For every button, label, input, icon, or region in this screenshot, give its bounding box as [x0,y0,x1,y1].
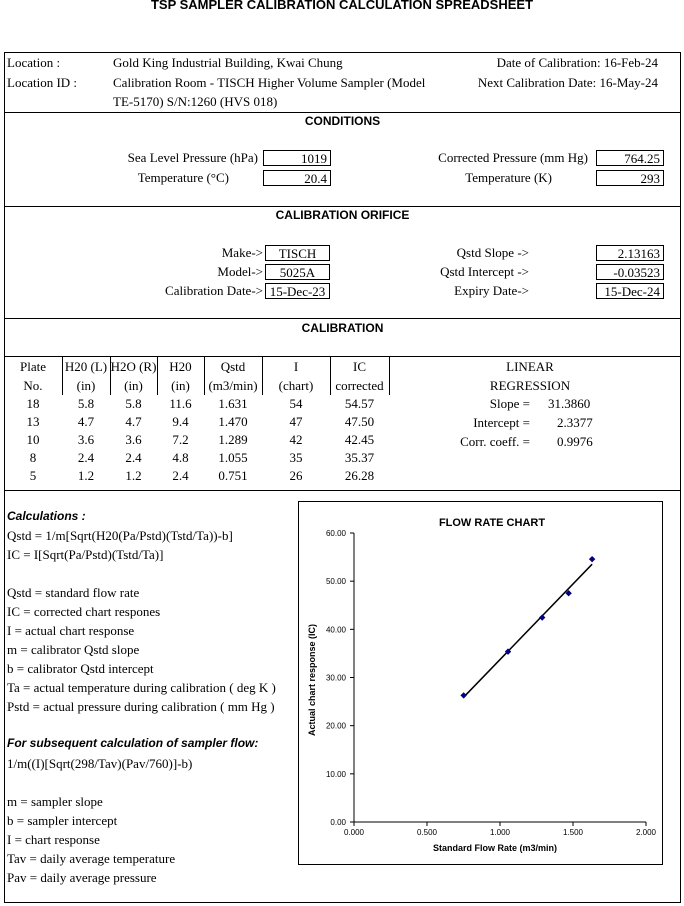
calibration-orifice-heading: CALIBRATION ORIFICE [275,208,410,222]
page-title: TSP SAMPLER CALIBRATION CALCULATION SPREADSHEET [150,0,534,12]
table-cell: 10 [26,432,40,447]
def-ic: IC = corrected chart respones [7,604,161,619]
def-pstd: Pstd = actual pressure during calibration ( mm Hg ) [7,699,275,714]
table-column [62,357,110,485]
table-cell: 1.2 [77,468,95,483]
table-cell: 54.57 [344,396,375,411]
location-label: Location : [7,55,61,70]
subsequent-heading: For subsequent calculation of sampler flow: [7,736,259,750]
def-sampler-intercept: b = sampler intercept [7,813,118,828]
model-value: 5025A [265,264,330,280]
table-cell: 35 [289,450,303,465]
table-cell: 42.45 [344,432,375,447]
table-cell: 4.8 [172,450,189,465]
regression-intercept-label: Intercept = [473,415,530,430]
next-calibration-date-value: 16-May-24 [599,75,658,90]
table-cell: 5.8 [125,396,142,411]
table-cell: 1.289 [218,432,248,447]
sea-level-pressure-value: 1019 [263,150,331,166]
column-unit: (chart) [278,378,314,393]
table-cell: 0.751 [218,468,248,483]
chart-x-tick-label: 1.000 [489,828,511,837]
table-cell: 4.7 [125,414,142,429]
model-label: Model-> [217,264,263,279]
expiry-date-label: Expiry Date-> [454,283,529,298]
chart-y-tick-label: 60.00 [325,529,346,538]
qstd-slope-label: Qstd Slope -> [456,245,529,260]
temperature-k-label: Temperature (K) [465,170,552,185]
def-i: I = actual chart response [7,623,135,638]
make-value: TISCH [265,245,330,261]
column-header: H20 (L) [64,359,108,374]
orifice-calibration-date-value: 15-Dec-23 [265,283,330,299]
table-cell: 13 [26,414,40,429]
def-tav: Tav = daily average temperature [7,851,176,866]
def-m: m = calibrator Qstd slope [7,642,140,657]
conditions-heading: CONDITIONS [304,114,381,128]
orifice-calibration-date-label: Calibration Date-> [165,283,263,298]
chart-data-point [539,614,545,620]
def-pav: Pav = daily average pressure [7,870,157,885]
def-chart-response: I = chart response [7,832,100,847]
def-sampler-slope: m = sampler slope [7,794,103,809]
qstd-slope-value: 2.13163 [596,245,664,261]
table-cell: 8 [29,450,37,465]
chart-y-tick-label: 0.00 [330,818,346,827]
column-header: I [293,359,299,374]
sea-level-pressure-label: Sea Level Pressure (hPa) [127,150,258,165]
def-b: b = calibrator Qstd intercept [7,661,154,676]
def-qstd: Qstd = standard flow rate [7,585,140,600]
chart-trendline [464,564,592,697]
regression-corr-label: Corr. coeff. = [460,434,530,449]
chart-data-point [460,692,466,698]
table-cell: 5 [29,468,37,483]
chart-title: FLOW RATE CHART [438,517,546,529]
formula-sampler-flow: 1/m((I)[Sqrt(298/Tav)(Pav/760)]-b) [7,756,193,771]
column-unit: corrected [335,378,384,393]
def-ta: Ta = actual temperature during calibration ( deg K ) [7,680,276,695]
calibration-heading: CALIBRATION [301,321,384,335]
chart-data-point [589,556,595,562]
chart-x-tick-label: 0.000 [343,828,365,837]
regression-intercept-value: 2.3377 [557,415,593,430]
column-unit: (in) [171,378,190,393]
table-column [157,357,204,485]
formula-qstd: Qstd = 1/m[Sqrt(H20(Pa/Pstd)(Tstd/Ta))-b] [7,528,233,543]
location-value: Gold King Industrial Building, Kwai Chung [113,55,343,70]
chart-x-tick-label: 0.500 [416,828,438,837]
table-cell: 18 [26,396,40,411]
location-id-label: Location ID : [7,75,78,90]
formula-ic: IC = I[Sqrt(Pa/Pstd)(Tstd/Ta)] [7,547,164,562]
table-cell: 2.4 [125,450,142,465]
chart-y-tick-label: 20.00 [325,721,346,731]
table-cell: 4.7 [77,414,95,429]
chart-y-tick-label: 10.00 [325,769,346,779]
column-header: IC [353,359,366,374]
qstd-intercept-value: -0.03523 [596,264,664,280]
table-cell: 3.6 [77,432,95,447]
table-cell: 5.8 [77,396,95,411]
flow-rate-chart [298,501,663,865]
table-cell: 3.6 [125,432,142,447]
corrected-pressure-value: 764.25 [596,150,664,166]
qstd-intercept-label: Qstd Intercept -> [440,264,529,279]
table-cell: 47.50 [344,414,375,429]
table-cell: 54 [289,396,303,411]
table-cell: 1.631 [218,396,248,411]
temperature-c-value: 20.4 [263,170,331,186]
column-unit: No. [23,378,43,393]
table-cell: 47 [289,414,303,429]
table-cell: 2.4 [77,450,95,465]
linear-regression-heading: LINEAR REGRESSION [489,359,571,393]
chart-x-tick-label: 2.000 [635,828,657,837]
table-cell: 35.37 [344,450,375,465]
column-unit: (in) [76,378,96,393]
table-cell: 9.4 [172,414,189,429]
chart-ylabel: Actual chart response (IC) [307,623,317,737]
table-column [262,357,330,485]
date-of-calibration-value: 16-Feb-24 [603,55,658,70]
flow-rate-chart-svg [299,502,662,864]
temperature-c-label: Temperature (°C) [137,170,229,185]
chart-y-tick-label: 40.00 [325,625,346,635]
table-cell: 42 [289,432,303,447]
table-cell: 7.2 [172,432,189,447]
chart-y-tick-label: 50.00 [325,577,346,587]
next-calibration-date: Next Calibration Date: 16-May-24 [477,75,658,90]
temperature-k-value: 293 [596,170,664,186]
table-column [204,357,262,485]
expiry-date-value: 15-Dec-24 [596,283,664,299]
chart-x-tick-label: 1.500 [562,828,584,837]
date-of-calibration: Date of Calibration: 16-Feb-24 [496,55,658,70]
chart-xlabel: Standard Flow Rate (m3/min) [432,843,558,853]
table-cell: 2.4 [172,468,189,483]
regression-slope-label: Slope = [489,396,530,411]
regression-corr-value: 0.9976 [557,434,593,449]
chart-y-tick-label: 30.00 [325,673,346,683]
column-header: Plate [20,359,46,374]
table-cell: 26.28 [344,468,375,483]
column-header: H20 [169,359,192,374]
table-cell: 1.055 [218,450,248,465]
table-column [4,357,62,485]
column-header: Qstd [220,359,246,374]
regression-slope-value: 31.3860 [548,396,591,411]
table-column [330,357,389,485]
location-id-value: Calibration Room - TISCH Higher Volume Sampler (Model [113,75,426,90]
table-cell: 1.470 [218,414,248,429]
location-id-value-2: TE-5170) S/N:1260 (HVS 018) [113,94,278,109]
table-column [110,357,157,485]
column-header: H2O (R) [110,359,157,374]
table-cell: 1.2 [125,468,142,483]
table-cell: 11.6 [169,396,192,411]
make-label: Make-> [221,245,263,260]
table-cell: 26 [289,468,303,483]
column-unit: (in) [124,378,143,393]
corrected-pressure-label: Corrected Pressure (mm Hg) [438,150,588,165]
column-unit: (m3/min) [208,378,258,393]
calculations-heading: Calculations : [7,509,86,523]
